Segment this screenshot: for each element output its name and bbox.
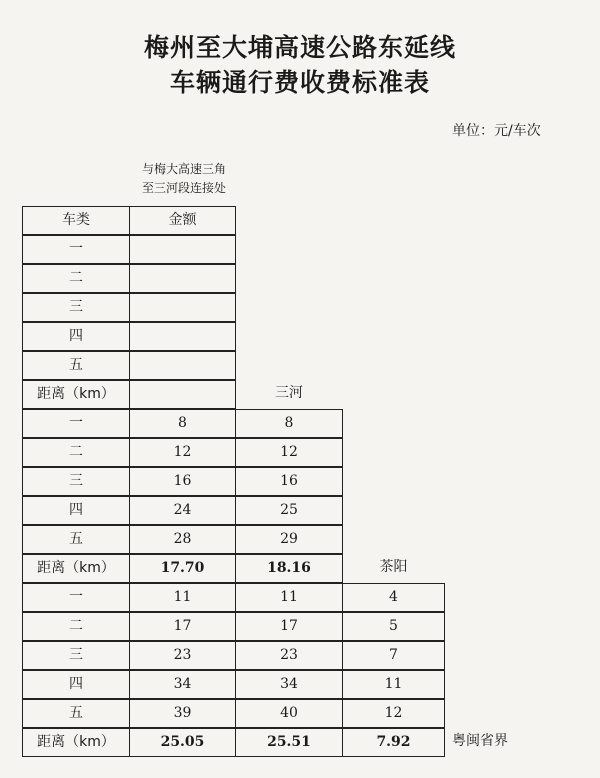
distance-label-cell: 距离（km） bbox=[22, 554, 130, 583]
amount-cell: 28 bbox=[129, 525, 236, 554]
type-cell: 三 bbox=[22, 641, 130, 670]
amount-cell bbox=[129, 235, 236, 264]
type-cell: 四 bbox=[22, 322, 130, 351]
type-cell: 三 bbox=[22, 293, 130, 322]
start-point-note-line2: 至三河段连接处 bbox=[141, 181, 226, 195]
type-cell: 二 bbox=[22, 438, 130, 467]
distance-label-cell: 距离（km） bbox=[22, 380, 130, 409]
station-label-border: 粤闽省界 bbox=[452, 733, 508, 749]
amount-cell bbox=[129, 293, 236, 322]
amount-cell: 12 bbox=[129, 438, 236, 467]
amount-cell: 12 bbox=[342, 699, 445, 728]
distance-label-cell: 距离（km） bbox=[22, 728, 130, 757]
type-cell: 一 bbox=[22, 235, 130, 264]
amount-cell: 5 bbox=[342, 612, 445, 641]
amount-cell: 11 bbox=[342, 670, 445, 699]
type-cell: 五 bbox=[22, 351, 130, 380]
start-point-note-line1: 与梅大高速三角 bbox=[141, 162, 226, 176]
amount-cell: 11 bbox=[129, 583, 236, 612]
amount-cell: 4 bbox=[342, 583, 445, 612]
amount-cell bbox=[129, 264, 236, 293]
amount-cell: 12 bbox=[235, 438, 343, 467]
unit-label: 单位：元/车次 bbox=[452, 123, 541, 139]
amount-cell: 25 bbox=[235, 496, 343, 525]
amount-cell: 8 bbox=[235, 409, 343, 438]
amount-cell: 23 bbox=[235, 641, 343, 670]
type-cell: 五 bbox=[22, 699, 130, 728]
page-title-line1: 梅州至大埔高速公路东延线 bbox=[143, 33, 456, 62]
distance-cell: 17.70 bbox=[129, 554, 236, 583]
type-cell: 二 bbox=[22, 612, 130, 641]
amount-cell: 16 bbox=[129, 467, 236, 496]
amount-cell: 24 bbox=[129, 496, 236, 525]
amount-cell: 34 bbox=[235, 670, 343, 699]
header-amount-cell: 金额 bbox=[129, 206, 236, 235]
type-cell: 一 bbox=[22, 583, 130, 612]
type-cell: 四 bbox=[22, 496, 130, 525]
type-cell: 三 bbox=[22, 467, 130, 496]
amount-cell: 34 bbox=[129, 670, 236, 699]
distance-cell: 18.16 bbox=[235, 554, 343, 583]
header-type-cell: 车类 bbox=[22, 206, 130, 235]
amount-cell: 16 bbox=[235, 467, 343, 496]
type-cell: 五 bbox=[22, 525, 130, 554]
amount-cell: 11 bbox=[235, 583, 343, 612]
type-cell: 二 bbox=[22, 264, 130, 293]
amount-cell: 23 bbox=[129, 641, 236, 670]
station-label-chayang: 茶阳 bbox=[379, 559, 408, 575]
amount-cell: 40 bbox=[235, 699, 343, 728]
page-title-line2: 车辆通行费收费标准表 bbox=[169, 68, 430, 97]
amount-cell: 8 bbox=[129, 409, 236, 438]
amount-cell: 39 bbox=[129, 699, 236, 728]
type-cell: 四 bbox=[22, 670, 130, 699]
amount-cell: 7 bbox=[342, 641, 445, 670]
type-cell: 一 bbox=[22, 409, 130, 438]
distance-cell bbox=[129, 380, 236, 409]
amount-cell: 17 bbox=[129, 612, 236, 641]
amount-cell bbox=[129, 322, 236, 351]
amount-cell: 17 bbox=[235, 612, 343, 641]
distance-cell: 25.05 bbox=[129, 728, 236, 757]
amount-cell: 29 bbox=[235, 525, 343, 554]
amount-cell bbox=[129, 351, 236, 380]
distance-cell: 25.51 bbox=[235, 728, 343, 757]
distance-cell: 7.92 bbox=[342, 728, 445, 757]
station-label-sanhe: 三河 bbox=[275, 385, 303, 401]
